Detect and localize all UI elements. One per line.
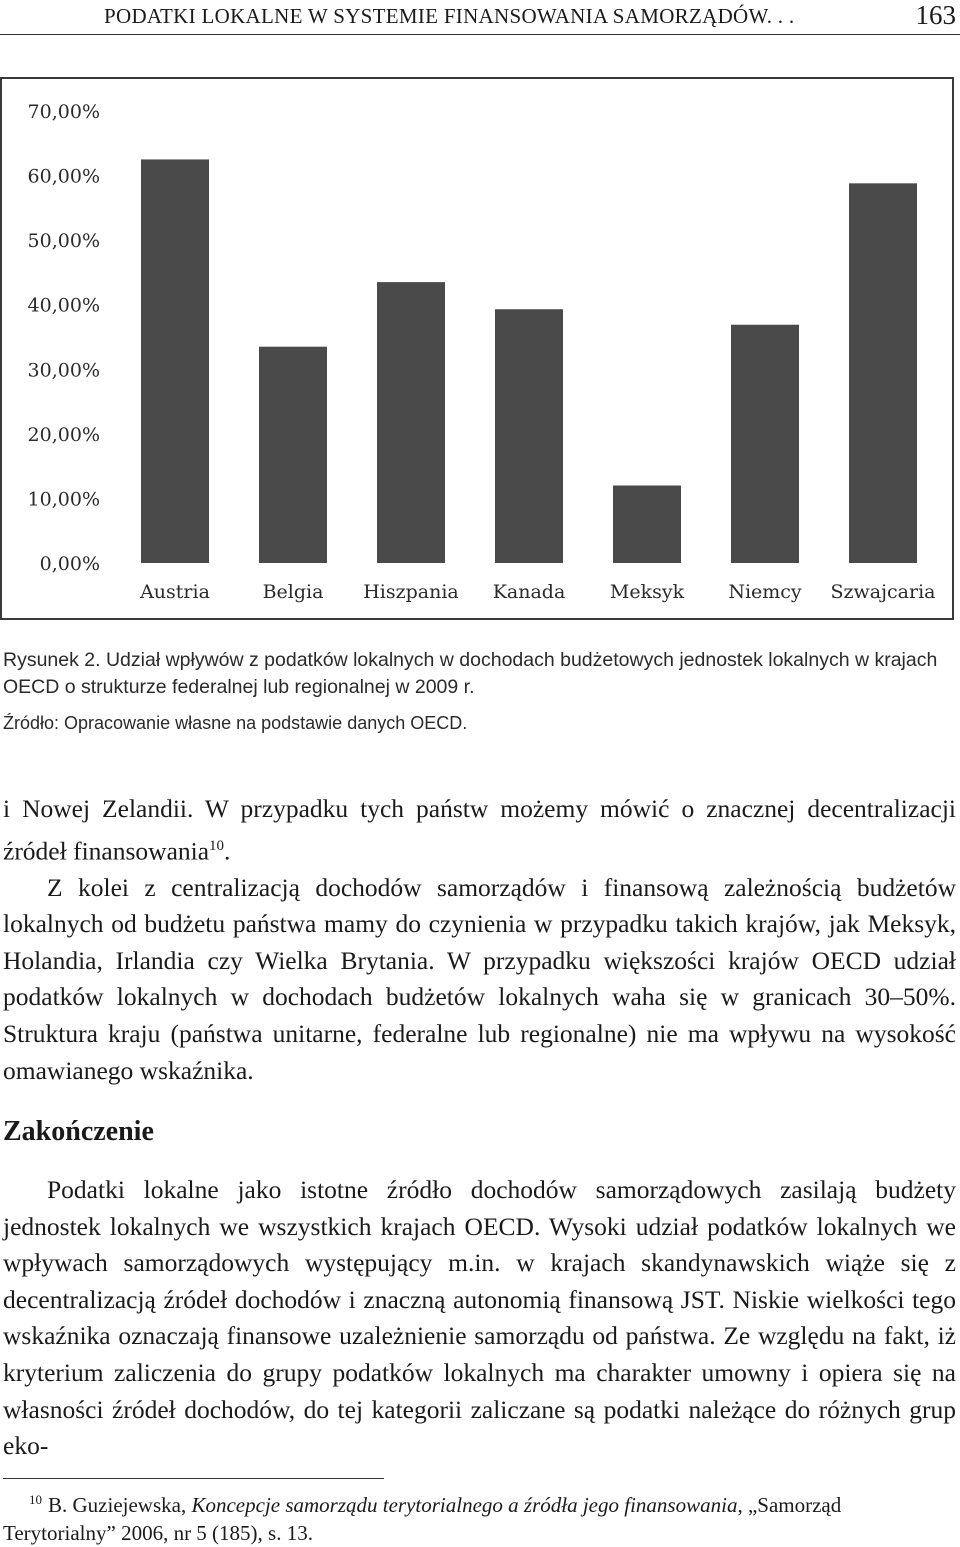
x-category-label: Szwajcaria xyxy=(830,581,936,603)
y-tick-label: 20,00% xyxy=(27,423,100,446)
x-category-label: Belgia xyxy=(262,581,324,603)
body-block-1 xyxy=(3,791,956,1089)
bar-chart xyxy=(2,79,952,618)
x-category-label: Kanada xyxy=(492,581,566,603)
footnote xyxy=(3,1486,956,1547)
y-tick-label: 50,00% xyxy=(27,230,100,253)
x-category-label: Meksyk xyxy=(609,581,685,603)
x-category-label: Austria xyxy=(140,581,210,603)
footnote-divider xyxy=(3,1478,384,1479)
y-tick-label: 0,00% xyxy=(39,553,100,575)
figure-caption: Rysunek 2. Udział wpływów z podatków lokalnych w dochodach budżetowych jednostek lokalnych w krajach OECD o strukturze federalnej lub regionalnej w 2009 r. xyxy=(3,649,938,698)
running-header xyxy=(0,0,960,35)
bar xyxy=(731,325,799,563)
paragraph-1 xyxy=(3,791,956,870)
bar xyxy=(377,282,445,563)
running-title: PODATKI LOKALNE W SYSTEMIE FINANSOWANIA SAMORZĄDÓW. . . xyxy=(104,4,795,28)
bar xyxy=(849,183,917,563)
bar xyxy=(613,486,681,563)
footnote-title: Koncepcje samorządu terytorialnego a źródła jego finansowania xyxy=(191,1493,738,1517)
section-heading: Zakończenie xyxy=(3,1116,154,1147)
footnote-author: B. Guziejewska, xyxy=(48,1493,192,1517)
y-tick-label: 60,00% xyxy=(27,165,100,188)
footnote-number: 10 xyxy=(29,1492,42,1507)
y-tick-label: 10,00% xyxy=(27,488,100,511)
y-tick-label: 40,00% xyxy=(27,294,100,317)
y-tick-label: 70,00% xyxy=(27,101,100,123)
page-number: 163 xyxy=(915,0,956,30)
paragraph-3: Podatki lokalne jako istotne źródło dochodów samorządowych zasilają budżety jednostek lokalnych we wszystkich krajach OECD. Wysoki udział podatków lokalnych we wpływach samorządowych występujący m.in. w krajach skandynawskich wiąże się z decentralizacją źródeł dochodów i znaczną autonomią finansową JST. Niskie wielkości tego wskaźnika oznaczają finansowe uzależnienie samorządu od państwa. Ze względu na fakt, iż kryterium zaliczenia do grupy podatków lokalnych ma charakter umowny i opiera się na własności źródeł dochodów, do tej kategorii zaliczane są podatki należące do różnych grup eko- xyxy=(3,1175,956,1461)
paragraph-2: Z kolei z centralizacją dochodów samorządów i finansową zależnością budżetów lokalnych od budżetu państwa mamy do czynienia w przypadku takich krajów, jak Meksyk, Holandia, Irlandia czy Wielka Brytania. W przypadku większości krajów OECD udział podatków lokalnych w dochodach budżetów lokalnych waha się w granicach 30–50%. Struktura kraju (państwa unitarne, federalne lub regionalne) nie ma wpływu na wysokość omawianego wskaźnika. xyxy=(3,872,956,1085)
bar xyxy=(259,347,327,563)
footnote-ref[interactable]: 10 xyxy=(209,837,225,854)
x-category-label: Niemcy xyxy=(728,581,802,603)
y-tick-label: 30,00% xyxy=(27,359,100,382)
figure-frame xyxy=(0,77,954,620)
x-category-label: Hiszpania xyxy=(363,581,459,603)
paragraph-1-end: . xyxy=(224,836,231,866)
figure-source: Źródło: Opracowanie własne na podstawie danych OECD. xyxy=(3,713,468,733)
paragraph-1-text: i Nowej Zelandii. W przypadku tych państw możemy mówić o znacznej decentralizacji źródeł finansowania xyxy=(3,794,956,866)
bar xyxy=(495,309,563,563)
body-block-2 xyxy=(3,1172,956,1465)
footnote-rest: , „Samorząd Terytorialny” 2006, nr 5 (185), s. 13. xyxy=(3,1493,842,1545)
bar xyxy=(141,159,209,563)
